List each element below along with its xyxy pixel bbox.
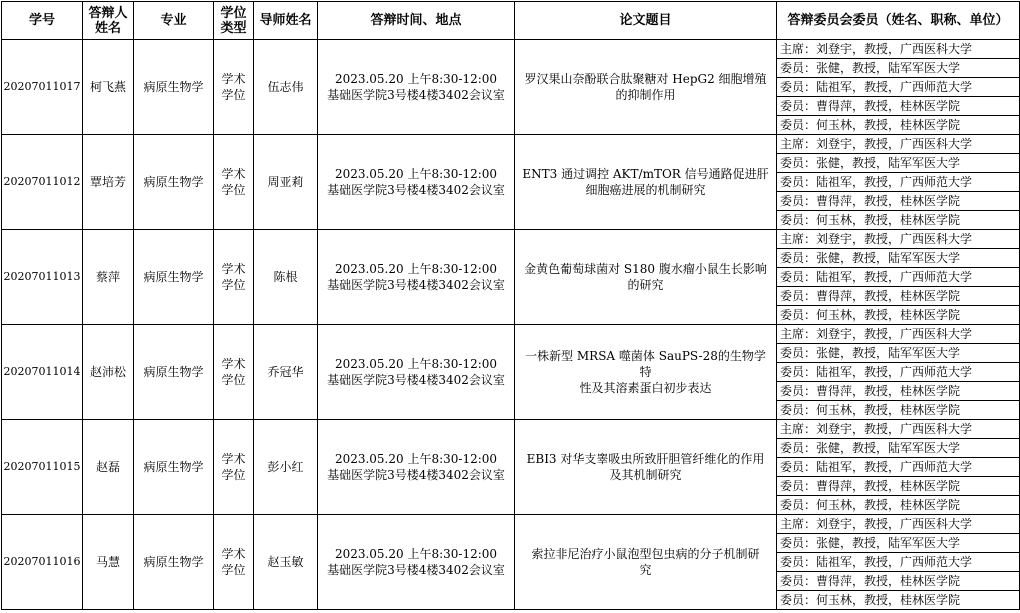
header-student-id: 学号 — [2, 2, 83, 40]
committee-member-cell: 委员：何玉林，教授，桂林医学院 — [777, 211, 1020, 230]
advisor-cell: 周亚莉 — [254, 135, 318, 230]
major-cell: 病原生物学 — [134, 420, 214, 515]
table-row — [2, 325, 1020, 344]
thesis-title-line2: 的研究 — [627, 278, 664, 292]
committee-member-cell: 委员：陆祖军，教授，广西师范大学 — [777, 78, 1020, 97]
committee-member-cell: 委员：陆祖军，教授，广西师范大学 — [777, 553, 1020, 572]
thesis-title-line2: 及其机制研究 — [609, 468, 682, 482]
student-name-cell: 柯飞燕 — [83, 40, 134, 135]
thesis-title-cell — [515, 515, 777, 610]
committee-member-cell: 主席：刘登宇，教授，广西医科大学 — [777, 230, 1020, 249]
header-committee: 答辩委员会委员（姓名、职称、单位） — [777, 2, 1020, 40]
defense-time: 2023.05.20 上午8:30-12:00 — [334, 167, 498, 181]
thesis-title-line2: 性及其溶素蛋白初步表达 — [579, 381, 712, 395]
committee-member-cell: 委员：陆祖军，教授，广西师范大学 — [777, 173, 1020, 192]
degree-type-line2: 学位 — [221, 278, 246, 292]
thesis-title-line1: 罗汉果山奈酚联合肽聚糖对 HepG2 细胞增殖 — [524, 72, 767, 86]
committee-member-cell: 委员：曹得萍，教授，桂林医学院 — [777, 192, 1020, 211]
header-major: 专业 — [134, 2, 214, 40]
advisor-cell: 彭小红 — [254, 420, 318, 515]
schedule-cell — [318, 515, 515, 610]
defense-time: 2023.05.20 上午8:30-12:00 — [334, 357, 498, 371]
student-id-cell: 20207011016 — [2, 515, 83, 610]
committee-member-cell: 委员：何玉林，教授，桂林医学院 — [777, 306, 1020, 325]
degree-type-cell — [214, 325, 254, 420]
table-body — [2, 40, 1020, 610]
student-name-cell: 赵磊 — [83, 420, 134, 515]
major-cell: 病原生物学 — [134, 135, 214, 230]
student-id-cell: 20207011013 — [2, 230, 83, 325]
table-row — [2, 515, 1020, 534]
student-name-cell: 蔡萍 — [83, 230, 134, 325]
table-row — [2, 40, 1020, 59]
student-name-cell: 马慧 — [83, 515, 134, 610]
header-degree-type — [214, 2, 254, 40]
committee-member-cell: 委员：陆祖军，教授，广西师范大学 — [777, 268, 1020, 287]
degree-type-line2: 学位 — [221, 563, 246, 577]
advisor-cell: 赵玉敏 — [254, 515, 318, 610]
thesis-title-cell — [515, 135, 777, 230]
thesis-title-cell — [515, 40, 777, 135]
degree-type-line1: 学术 — [221, 547, 246, 561]
committee-member-cell: 委员：曹得萍，教授，桂林医学院 — [777, 572, 1020, 591]
major-cell: 病原生物学 — [134, 230, 214, 325]
student-id-cell: 20207011015 — [2, 420, 83, 515]
table-row — [2, 230, 1020, 249]
student-id-cell: 20207011014 — [2, 325, 83, 420]
thesis-title-line2: 究 — [639, 563, 652, 577]
header-row — [2, 2, 1020, 40]
committee-member-cell: 委员：张健，教授，陆军军医大学 — [777, 439, 1020, 458]
schedule-cell — [318, 420, 515, 515]
thesis-title-line1: 金黄色葡萄球菌对 S180 腹水瘤小鼠生长影响 — [524, 262, 767, 276]
defense-time: 2023.05.20 上午8:30-12:00 — [334, 547, 498, 561]
committee-member-cell: 委员：何玉林，教授，桂林医学院 — [777, 496, 1020, 515]
thesis-title-cell — [515, 420, 777, 515]
committee-member-cell: 委员：张健，教授，陆军军医大学 — [777, 249, 1020, 268]
committee-member-cell: 委员：张健，教授，陆军军医大学 — [777, 154, 1020, 173]
committee-member-cell: 委员：曹得萍，教授，桂林医学院 — [777, 97, 1020, 116]
header-name-line1: 答辩人 — [88, 5, 128, 21]
committee-member-cell: 委员：陆祖军，教授，广西师范大学 — [777, 458, 1020, 477]
thesis-title-cell — [515, 325, 777, 420]
thesis-title-line1: EBI3 对华支睾吸虫所致肝胆管纤维化的作用 — [526, 452, 765, 466]
defense-time: 2023.05.20 上午8:30-12:00 — [334, 72, 498, 86]
schedule-cell — [318, 135, 515, 230]
committee-member-cell: 委员：张健，教授，陆军军医大学 — [777, 59, 1020, 78]
degree-type-line1: 学术 — [221, 72, 246, 86]
thesis-title-line1: 索拉非尼治疗小鼠泡型包虫病的分子机制研 — [531, 547, 760, 561]
defense-place: 基础医学院3号楼4楼3402会议室 — [327, 88, 505, 102]
committee-member-cell: 委员：陆祖军，教授，广西师范大学 — [777, 363, 1020, 382]
defense-place: 基础医学院3号楼4楼3402会议室 — [327, 373, 505, 387]
degree-type-cell — [214, 40, 254, 135]
degree-type-cell — [214, 420, 254, 515]
committee-member-cell: 主席：刘登宇，教授，广西医科大学 — [777, 40, 1020, 59]
schedule-cell — [318, 230, 515, 325]
major-cell: 病原生物学 — [134, 40, 214, 135]
degree-type-line2: 学位 — [221, 88, 246, 102]
committee-member-cell: 委员：曹得萍，教授，桂林医学院 — [777, 477, 1020, 496]
committee-member-cell: 委员：曹得萍，教授，桂林医学院 — [777, 287, 1020, 306]
defense-place: 基础医学院3号楼4楼3402会议室 — [327, 278, 505, 292]
major-cell: 病原生物学 — [134, 515, 214, 610]
thesis-title-line1: ENT3 通过调控 AKT/mTOR 信号通路促进肝 — [522, 167, 769, 181]
table-row — [2, 420, 1020, 439]
defense-place: 基础医学院3号楼4楼3402会议室 — [327, 468, 505, 482]
committee-member-cell: 主席：刘登宇，教授，广西医科大学 — [777, 325, 1020, 344]
student-id-cell: 20207011017 — [2, 40, 83, 135]
committee-member-cell: 主席：刘登宇，教授，广西医科大学 — [777, 135, 1020, 154]
degree-type-cell — [214, 515, 254, 610]
thesis-title-line2: 细胞癌进展的机制研究 — [585, 183, 706, 197]
committee-member-cell: 主席：刘登宇，教授，广西医科大学 — [777, 515, 1020, 534]
header-schedule: 答辩时间、地点 — [318, 2, 515, 40]
major-cell: 病原生物学 — [134, 325, 214, 420]
schedule-cell — [318, 40, 515, 135]
committee-member-cell: 委员：张健，教授，陆军军医大学 — [777, 344, 1020, 363]
table-row — [2, 135, 1020, 154]
thesis-title-line1: 一株新型 MRSA 噬菌体 SauPS-28的生物学特 — [525, 349, 766, 379]
committee-member-cell: 委员：何玉林，教授，桂林医学院 — [777, 591, 1020, 610]
advisor-cell: 陈根 — [254, 230, 318, 325]
degree-type-line1: 学术 — [221, 357, 246, 371]
thesis-title-line2: 的抑制作用 — [615, 88, 676, 102]
degree-type-line1: 学术 — [221, 262, 246, 276]
header-thesis: 论文题目 — [515, 2, 777, 40]
header-name-line2: 姓名 — [94, 20, 121, 36]
student-id-cell: 20207011012 — [2, 135, 83, 230]
header-advisor: 导师姓名 — [254, 2, 318, 40]
committee-member-cell: 主席：刘登宇，教授，广西医科大学 — [777, 420, 1020, 439]
defense-time: 2023.05.20 上午8:30-12:00 — [334, 452, 498, 466]
degree-type-line2: 学位 — [221, 183, 246, 197]
committee-member-cell: 委员：何玉林，教授，桂林医学院 — [777, 401, 1020, 420]
degree-type-cell — [214, 230, 254, 325]
defense-time: 2023.05.20 上午8:30-12:00 — [334, 262, 498, 276]
advisor-cell: 乔冠华 — [254, 325, 318, 420]
degree-type-line1: 学术 — [221, 452, 246, 466]
defense-place: 基础医学院3号楼4楼3402会议室 — [327, 563, 505, 577]
thesis-title-cell — [515, 230, 777, 325]
committee-member-cell: 委员：张健，教授，陆军军医大学 — [777, 534, 1020, 553]
student-name-cell: 赵沛松 — [83, 325, 134, 420]
schedule-cell — [318, 325, 515, 420]
header-name — [83, 2, 134, 40]
degree-type-line1: 学术 — [221, 167, 246, 181]
degree-type-line2: 学位 — [221, 468, 246, 482]
header-degree-line2: 类型 — [220, 20, 247, 36]
committee-member-cell: 委员：何玉林，教授，桂林医学院 — [777, 116, 1020, 135]
committee-member-cell: 委员：曹得萍，教授，桂林医学院 — [777, 382, 1020, 401]
student-name-cell: 覃培芳 — [83, 135, 134, 230]
defense-place: 基础医学院3号楼4楼3402会议室 — [327, 183, 505, 197]
defense-schedule-table — [1, 1, 1020, 610]
degree-type-cell — [214, 135, 254, 230]
header-degree-line1: 学位 — [220, 5, 247, 21]
advisor-cell: 伍志伟 — [254, 40, 318, 135]
degree-type-line2: 学位 — [221, 373, 246, 387]
